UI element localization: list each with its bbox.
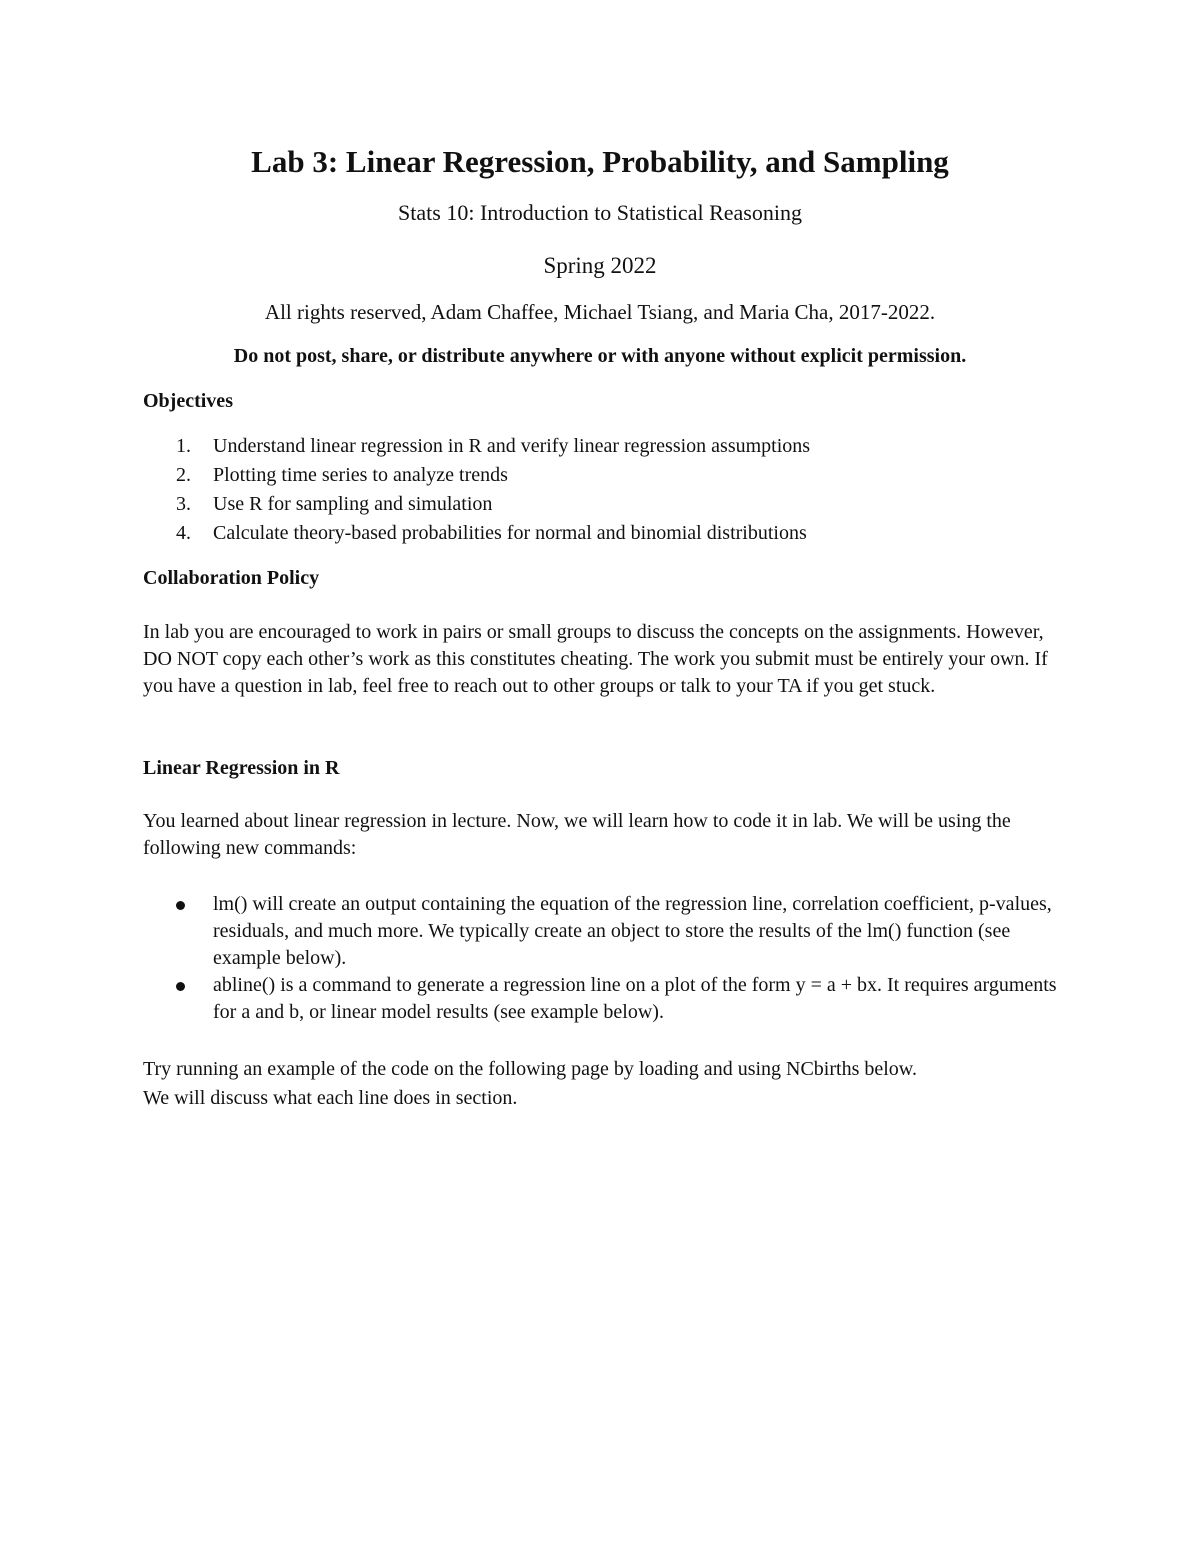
bullet-icon bbox=[176, 982, 185, 991]
closing-line-2: We will discuss what each line does in section. bbox=[143, 1087, 518, 1109]
regression-heading: Linear Regression in R bbox=[143, 757, 340, 779]
distribution-warning: Do not post, share, or distribute anywhere or with anyone without explicit permission. bbox=[233, 345, 967, 367]
closing-line-1: Try running an example of the code on the following page by loading and using NCbirths below. bbox=[143, 1058, 917, 1080]
bullet-icon bbox=[176, 901, 185, 910]
term-label: Spring 2022 bbox=[543, 253, 657, 278]
list-item-text: Plotting time series to analyze trends bbox=[213, 464, 508, 486]
list-item bbox=[143, 972, 1063, 1026]
list-item bbox=[143, 461, 1043, 490]
copyright-notice: All rights reserved, Adam Chaffee, Michael Tsiang, and Maria Cha, 2017-2022. bbox=[264, 300, 936, 324]
list-item-text: lm() will create an output containing the equation of the regression line, correlation coefficient, p-values, residuals, and much more. We typically create an object to store the results of the lm() function (see example below). bbox=[213, 893, 1052, 969]
objectives-list bbox=[143, 432, 1043, 548]
list-item bbox=[143, 519, 1043, 548]
list-number: 4. bbox=[176, 522, 191, 544]
commands-list bbox=[143, 891, 1063, 1026]
list-item-text: Understand linear regression in R and verify linear regression assumptions bbox=[213, 435, 811, 457]
list-number: 3. bbox=[176, 493, 191, 515]
list-item-text: Use R for sampling and simulation bbox=[213, 493, 493, 515]
list-item bbox=[143, 490, 1043, 519]
closing-paragraph bbox=[143, 1055, 1083, 1113]
list-item-text: Calculate theory-based probabilities for normal and binomial distributions bbox=[213, 522, 807, 544]
list-item bbox=[143, 891, 1063, 972]
course-subtitle: Stats 10: Introduction to Statistical Reasoning bbox=[398, 200, 802, 225]
collaboration-paragraph: In lab you are encouraged to work in pairs or small groups to discuss the concepts on the assignments. However, DO NOT copy each other’s work as this constitutes cheating. The work you submit must be entirely your own. If you have a question in lab, feel free to reach out to other groups or talk to your TA if you get stuck. bbox=[143, 621, 1048, 697]
list-number: 2. bbox=[176, 464, 191, 486]
list-number: 1. bbox=[176, 435, 191, 457]
list-item bbox=[143, 432, 1043, 461]
document-title: Lab 3: Linear Regression, Probability, and Sampling bbox=[251, 144, 949, 179]
objectives-heading: Objectives bbox=[143, 390, 233, 412]
list-item-text: abline() is a command to generate a regression line on a plot of the form y = a + bx. It requires arguments for a and b, or linear model results (see example below). bbox=[213, 974, 1057, 1023]
collaboration-heading: Collaboration Policy bbox=[143, 567, 320, 589]
regression-intro: You learned about linear regression in lecture. Now, we will learn how to code it in lab. We will be using the following new commands: bbox=[143, 810, 1011, 859]
